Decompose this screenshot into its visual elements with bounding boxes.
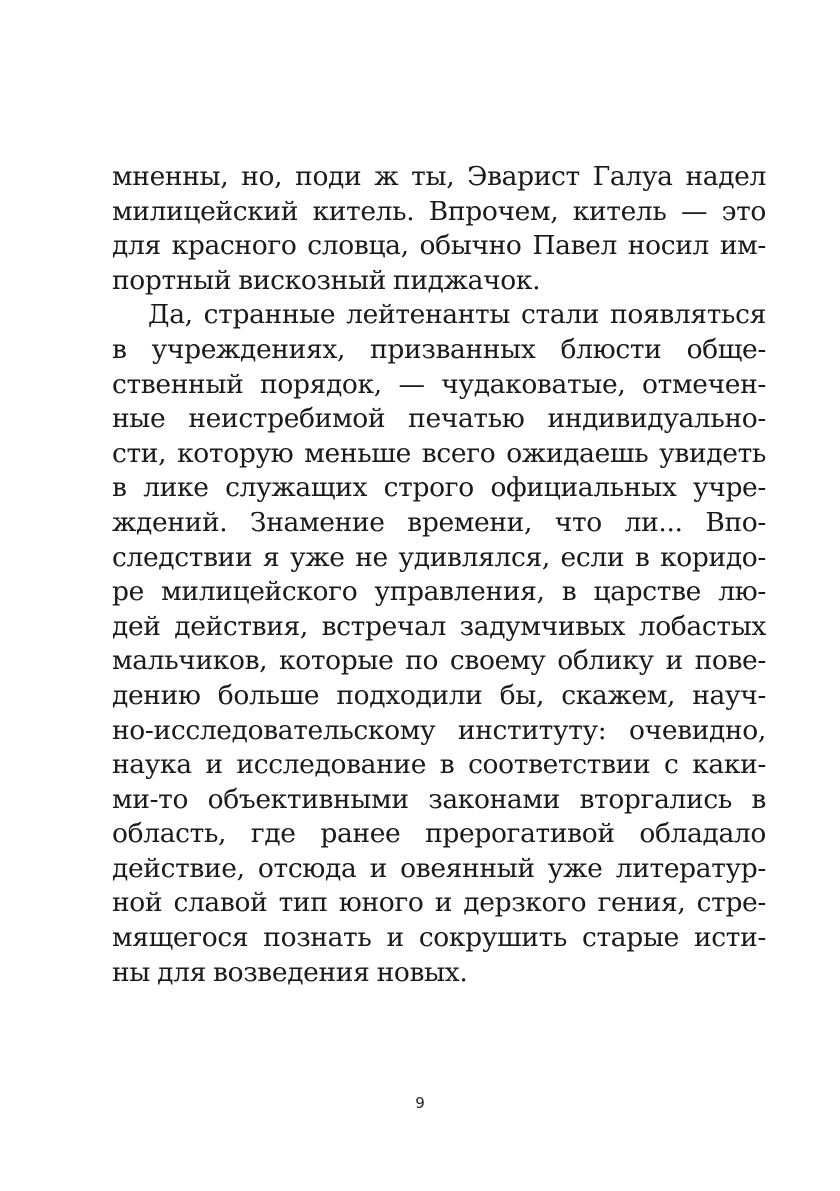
text-line: ные неистребимой печатью индивидуально- (112, 403, 766, 435)
text-line: в учреждениях, призванных блюсти обще- (112, 333, 766, 365)
text-line: мящегося познать и сокрушить старые исти- (112, 922, 766, 954)
text-line: наука и исследование в соответствии с каки- (112, 749, 766, 781)
text-line: ны для возведения новых. (112, 956, 468, 988)
text-line: сти, которую меньше всего ожидаешь увидеть (112, 437, 766, 469)
text-line: дению больше подходили бы, скажем, науч- (112, 679, 766, 711)
text-line: следствии я уже не удивлялся, если в коридо- (112, 541, 766, 573)
text-line: в лике служащих строго официальных учре- (112, 472, 766, 504)
text-line: милицейский китель. Впрочем, китель — это (112, 195, 766, 227)
paragraph-2 (112, 298, 766, 990)
page-number: 9 (415, 1094, 425, 1112)
text-line: портный вискозный пиджачок. (112, 264, 541, 296)
text-line: ре милицейского управления, в царстве лю- (112, 576, 766, 608)
text-line: ми-то объективными законами вторгались в (112, 783, 766, 815)
text-line: область, где ранее прерогативой обладало (112, 818, 766, 850)
text-line: но-исследовательскому институту: очевидно, (112, 714, 766, 746)
text-line: Да, странные лейтенанты стали появляться (148, 299, 766, 331)
text-line: действие, отсюда и овеянный уже литератур- (112, 852, 766, 884)
text-line: ждений. Знамение времени, что ли... Впо- (112, 506, 766, 538)
body-text (112, 160, 766, 990)
text-line: для красного словца, обычно Павел носил им- (112, 230, 766, 262)
text-line: мненны, но, поди ж ты, Эварист Галуа надел (112, 161, 766, 192)
text-line: дей действия, встречал задумчивых лобастых (112, 610, 766, 642)
paragraph-1 (112, 160, 766, 298)
text-line: мальчиков, которые по своему облику и пове- (112, 645, 766, 677)
text-line: ной славой тип юного и дерзкого гения, стре- (112, 887, 766, 919)
text-line: ственный порядок, — чудаковатые, отмечен- (112, 368, 766, 400)
